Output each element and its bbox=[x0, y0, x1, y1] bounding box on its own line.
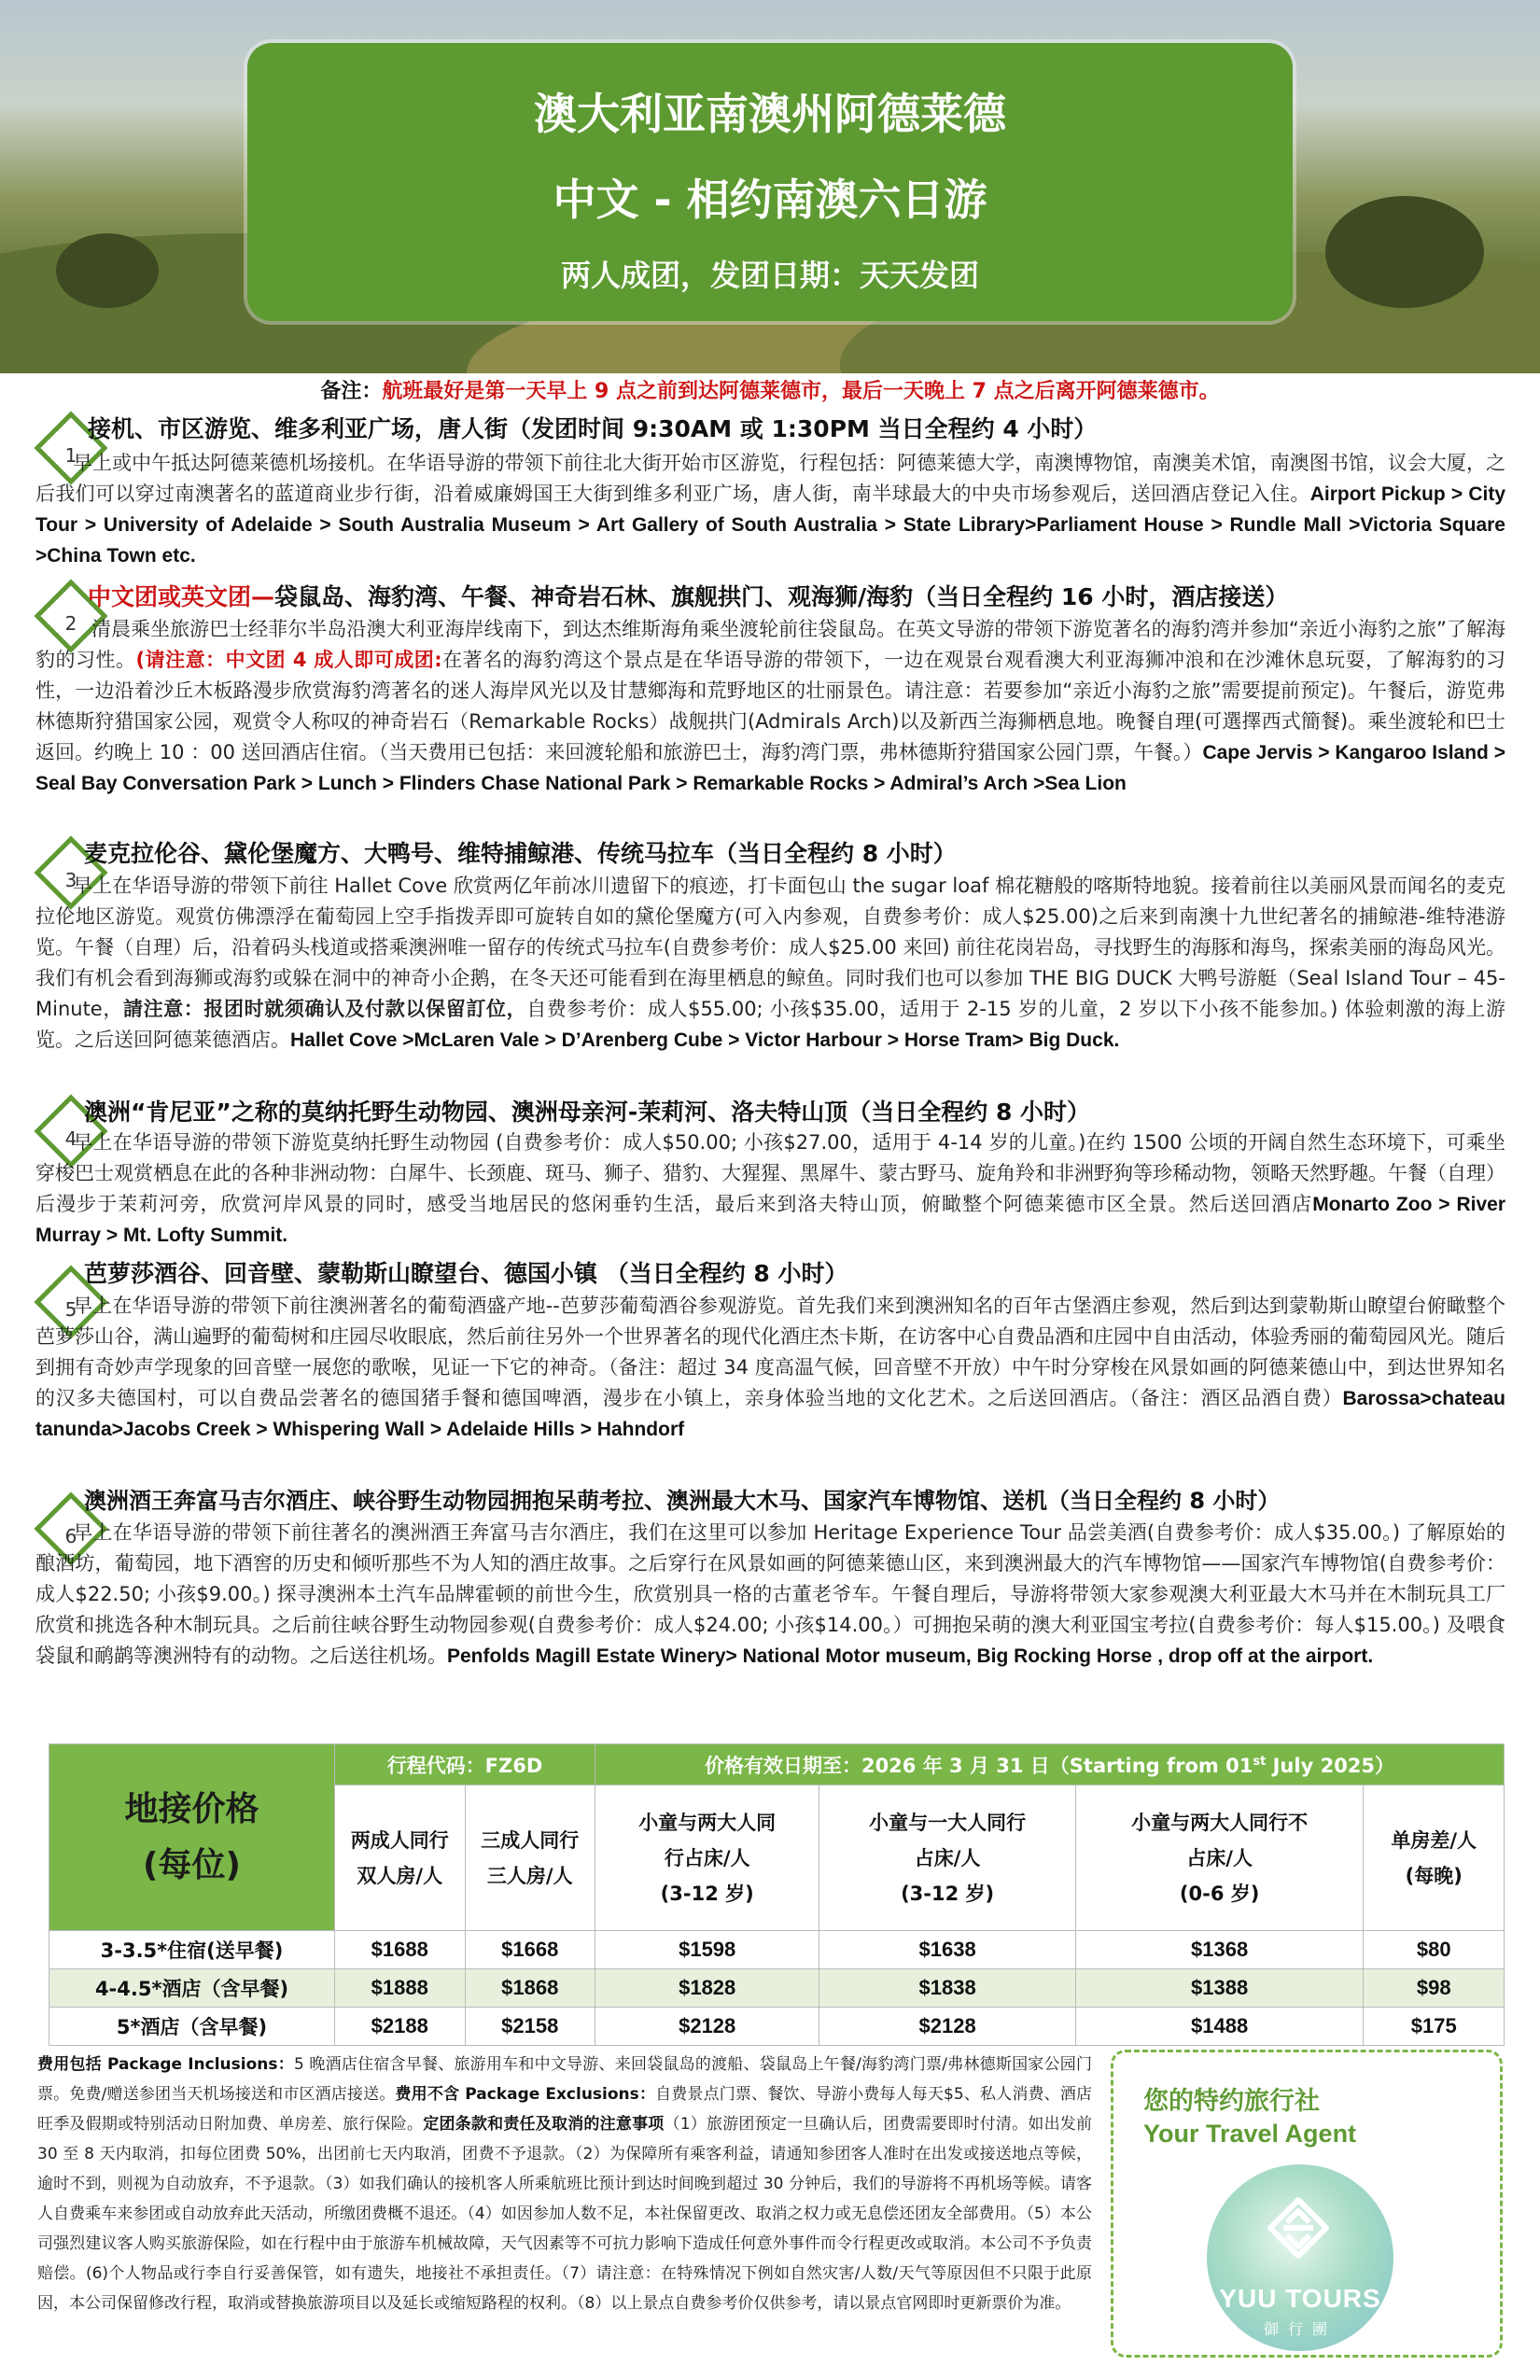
table-row bbox=[49, 1969, 1505, 2008]
tour-code: 行程代码：FZ6D bbox=[335, 1744, 595, 1785]
price-label-title: 地接价格 bbox=[124, 1789, 259, 1828]
logo-mark-icon bbox=[1261, 2194, 1336, 2269]
notice-text: 航班最好是第一天早上 9 点之前到达阿德莱德市，最后一天晚上 7 点之后离开阿德莱德市。 bbox=[382, 380, 1220, 403]
column-header bbox=[465, 1785, 595, 1931]
day-description bbox=[35, 1518, 1505, 1672]
day-description bbox=[35, 448, 1505, 571]
page-subtitle: 中文 - 相约南澳六日游 bbox=[553, 175, 987, 225]
day-title: 麦克拉伦谷、黛伦堡魔方、大鸭号、维特捕鲸港、传统马拉车（当日全程约 8 小时） bbox=[84, 840, 957, 867]
day-body: 早上或中午抵达阿德莱德机场接机。在华语导游的带领下前往北大街开始市区游览，行程包括：阿德莱德大学，南澳博物馆，南澳美术馆，南澳图书馆，议会大厦，之后我们可以穿过南澳著名的蓝道商业步行街，沿着威廉姆国王大街到维多利亚广场，唐人街，南半球最大的中央市场参观后，送回酒店登记入住。 bbox=[35, 452, 1505, 505]
price-cell: $1828 bbox=[595, 1969, 819, 2008]
day-route: Penfolds Magill Estate Winery> National Motor museum, Big Rocking Horse , drop off at the airport. bbox=[447, 1645, 1374, 1667]
validity-end: July 2025） bbox=[1266, 1754, 1395, 1777]
title-banner bbox=[247, 43, 1293, 321]
itinerary-day-2 bbox=[35, 579, 1505, 840]
exclusions-text: 自费景点门票、餐饮、导游小费每人每天$5、私人消费、酒店旺季及假期或特别活动日附加费、单房差、旅行保险。 bbox=[37, 2085, 1092, 2134]
terms-text: （1）旅游团预定一旦确认后，团费需要即时付清。如出发前 30 至 8 天内取消，扣每位团费 50%，出团前七天内取消，团费不予退款。（2）为保障所有乘客利益，请通知参团客人准时在出发或接送地点等候，逾时不到，则视为自动放弃，不予退款。（3）如我们确认的接机客人所乘航班比预计到达时间晚到超过 30 分钟后，我们的导游将不再机场等候。请客人自费乘车来参团或自动放弃此天活动，所缴团费概不退还。（4）如因参加人数不足，本社保留更改、取消之权力或无息偿还团友全部费用。（5）本公司强烈建议客人购买旅游保险，如在行程中由于旅游车机械故障，天气因素等不可抗力影响下造成任何意外事件而令行程更改或取消。本公司不予负责赔偿。(6)个人物品或行李自行妥善保管，如有遗失，地接社不承担责任。（7）请注意：在特殊情况下例如自然灾害/人数/天气等原因但不只限于此原因，本公司保留修改行程，取消或替换旅游项目以及延长或缩短路程的权利。（8）以上景点自费参考价仅供参考，请以景点官网即时更新票价为准。 bbox=[37, 2115, 1092, 2313]
price-cell: $1888 bbox=[335, 1969, 466, 2008]
price-cell: $2188 bbox=[335, 2008, 466, 2046]
column-header-line: 小童与两大人同 bbox=[638, 1811, 777, 1834]
day-title-text: 袋鼠岛、海豹湾、午餐、神奇岩石林、旗舰拱门、观海狮/海豹（当日全程约 16 小时，酒店接送） bbox=[274, 583, 1289, 610]
itinerary-day-4 bbox=[35, 1094, 1505, 1257]
flight-notice bbox=[0, 375, 1540, 404]
column-header bbox=[595, 1785, 819, 1931]
column-header-line: 占床/人 bbox=[1186, 1846, 1253, 1869]
column-header-line: 双人房/人 bbox=[357, 1864, 443, 1887]
column-header-line: (3-12 岁) bbox=[660, 1882, 754, 1905]
day-route: Barossa>chateau tanunda>Jacobs Creek > Whispering Wall > Adelaide Hills > Hahndorf bbox=[35, 1388, 1505, 1440]
price-cell: $1688 bbox=[335, 1931, 466, 1969]
price-cell: $2158 bbox=[465, 2008, 595, 2046]
terms-and-conditions bbox=[37, 2050, 1092, 2318]
column-header-line: (3-12 岁) bbox=[901, 1882, 995, 1905]
column-header-line: 单房差/人 bbox=[1391, 1828, 1477, 1852]
price-cell: $1838 bbox=[819, 1969, 1075, 2008]
page-title: 澳大利亚南澳州阿德莱德 bbox=[534, 89, 1006, 139]
price-cell: $98 bbox=[1364, 1969, 1505, 2008]
day-number: 3 bbox=[64, 869, 77, 891]
column-header-line: 三人房/人 bbox=[486, 1864, 573, 1887]
day-title: 澳洲酒王奔富马吉尔酒庄、峡谷野生动物园拥抱呆萌考拉、澳洲最大木马、国家汽车博物馆、送机（当日全程约 8 小时） bbox=[84, 1488, 1281, 1514]
agent-title-cn: 您的特约旅行社 bbox=[1143, 2087, 1320, 2116]
row-label: 4-4.5*酒店（含早餐) bbox=[49, 1969, 335, 2008]
header-landscape bbox=[0, 0, 1540, 373]
day-body: 早上在华语导游的带领下前往 Hallet Cove 欣赏两亿年前冰川遗留下的痕迹，打卡面包山 the sugar loaf 棉花糖般的喀斯特地貌。接着前往以美丽风景而闻名的麦克拉伦地区游览。观赏仿佛漂浮在葡萄园上空手指拨弄即可旋转自如的黛伦堡魔方(可入内参观，自费参考价：成人$25.00)之后来到南澳十九世纪著名的捕鲸港-维特港游览。午餐（自理）后，沿着码头栈道或搭乘澳洲唯一留存的传统式马拉车(自费参考价：成人$25.00 来回) 前往花岗岩岛，寻找野生的海豚和海鸟，探索美丽的海岛风光。我们有机会看到海狮或海豹或躲在洞中的神奇小企鹅，在冬天还可能看到在海里栖息的鲸鱼。同时我们也可以参加 THE BIG DUCK 大鸭号游艇（Seal Island Tour – 45-Minute， bbox=[35, 875, 1505, 1020]
tree bbox=[56, 233, 159, 308]
travel-agent-box bbox=[1111, 2050, 1503, 2358]
day-route: Monarto Zoo > River Murray > Mt. Lofty Summit. bbox=[35, 1194, 1505, 1246]
price-cell: $80 bbox=[1364, 1931, 1505, 1969]
logo-name-cn: 御行團 bbox=[1263, 2320, 1337, 2338]
notice-label: 备注： bbox=[320, 380, 383, 403]
day-title: 接机、市区游览、维多利亚广场，唐人街（发团时间 9:30AM 或 1:30PM 当日全程约 4 小时） bbox=[88, 415, 1098, 442]
inclusions-label: 费用包括 Package Inclusions： bbox=[37, 2055, 294, 2074]
column-header bbox=[1364, 1785, 1505, 1931]
column-header bbox=[1075, 1785, 1364, 1931]
inclusions-text: 5 晚酒店住宿含早餐、旅游用车和中文导游、来回袋鼠岛的渡船、袋鼠岛上午餐/海豹湾门票/弗林德斯国家公园门票。免费/赠送参团当天机场接送和市区酒店接送。 bbox=[37, 2055, 1092, 2104]
price-table bbox=[49, 1743, 1505, 2046]
itinerary-day-5 bbox=[35, 1255, 1505, 1489]
itinerary-day-6 bbox=[35, 1482, 1505, 1715]
price-cell: $1488 bbox=[1075, 2008, 1364, 2046]
day-number: 5 bbox=[64, 1298, 77, 1321]
column-header-line: 小童与一大人同行 bbox=[869, 1811, 1027, 1834]
day-description bbox=[35, 871, 1505, 1056]
day-description bbox=[35, 614, 1505, 799]
price-validity bbox=[595, 1744, 1505, 1785]
exclusions-label: 费用不含 Package Exclusions： bbox=[395, 2085, 656, 2104]
column-header-line: 占床/人 bbox=[914, 1846, 981, 1869]
day-title: 芭萝莎酒谷、回音壁、蒙勒斯山瞭望台、德国小镇 （当日全程约 8 小时） bbox=[84, 1260, 848, 1287]
day-title-group: 中文团或英文团— bbox=[88, 583, 275, 610]
table-row bbox=[49, 2008, 1505, 2046]
column-header-line: 小童与两大人同行不 bbox=[1131, 1811, 1309, 1834]
price-label-unit: (每位) bbox=[143, 1845, 241, 1884]
day-number: 2 bbox=[64, 612, 77, 635]
column-header bbox=[819, 1785, 1075, 1931]
price-cell: $2128 bbox=[595, 2008, 819, 2046]
tree bbox=[1325, 196, 1484, 308]
day-description bbox=[35, 1291, 1505, 1445]
day-body: 早上在华语导游的带领下游览莫纳托野生动物园 (自费参考价：成人$50.00; 小孩$27.00，适用于 4-14 岁的儿童。)在约 1500 公顷的开阔自然生态环境下，可乘坐穿梭巴士观赏栖息在此的各种非洲动物：白犀牛、长颈鹿、斑马、狮子、猎豹、大猩猩、黑犀牛、蒙古野马、旋角羚和非洲野狗等珍稀动物，领略天然野趣。午餐（自理）后漫步于茉莉河旁，欣赏河岸风景的同时，感受当地居民的悠闲垂钓生活，最后来到洛夫特山顶，俯瞰整个阿德莱德市区全景。然后送回酒店 bbox=[35, 1131, 1505, 1215]
price-cell: $1868 bbox=[465, 1969, 595, 2008]
price-table-label bbox=[49, 1744, 335, 1931]
departure-info: 两人成团，发团日期：天天发团 bbox=[560, 258, 979, 293]
row-label: 3-3.5*住宿(送早餐) bbox=[49, 1931, 335, 1969]
column-header bbox=[335, 1785, 466, 1931]
yuu-tours-logo bbox=[1207, 2164, 1393, 2351]
table-row bbox=[49, 1931, 1505, 1969]
price-cell: $1368 bbox=[1075, 1931, 1364, 1969]
logo-name: YUU TOURS bbox=[1219, 2284, 1381, 2313]
price-cell: $175 bbox=[1364, 2008, 1505, 2046]
price-cell: $1598 bbox=[595, 1931, 819, 1969]
day-body-alert: (请注意：中文团 4 成人即可成团: bbox=[135, 649, 442, 671]
validity-sup: st bbox=[1253, 1754, 1267, 1769]
agent-title-en: Your Travel Agent bbox=[1143, 2120, 1357, 2148]
itinerary-day-3 bbox=[35, 835, 1505, 1092]
day-body-alert: 請注意：报团时就须确认及付款以保留訂位， bbox=[122, 998, 527, 1020]
day-number: 4 bbox=[64, 1127, 77, 1150]
column-header-line: 两成人同行 bbox=[350, 1828, 449, 1852]
day-title bbox=[88, 579, 1288, 612]
terms-label: 定团条款和责任及取消的注意事项 bbox=[423, 2115, 665, 2134]
price-cell: $1638 bbox=[819, 1931, 1075, 1969]
itinerary-day-1 bbox=[35, 411, 1505, 569]
column-header-line: (0-6 岁) bbox=[1179, 1882, 1260, 1905]
validity-text: 价格有效日期至：2026 年 3 月 31 日（Starting from 01 bbox=[704, 1754, 1253, 1777]
day-route: Hallet Cove >McLaren Vale > D’Arenberg Cube > Victor Harbour > Horse Tram> Big Duck. bbox=[290, 1029, 1120, 1051]
column-header-line: (每晚) bbox=[1405, 1864, 1463, 1887]
price-cell: $1388 bbox=[1075, 1969, 1364, 2008]
price-cell: $2128 bbox=[819, 2008, 1075, 2046]
day-title: 澳洲“肯尼亚”之称的莫纳托野生动物园、澳洲母亲河-茉莉河、洛夫特山顶（当日全程约 8 小时） bbox=[84, 1099, 1091, 1126]
column-header-line: 行占床/人 bbox=[664, 1846, 750, 1869]
price-cell: $1668 bbox=[465, 1931, 595, 1969]
day-route: Cape Jervis > Kangaroo Island > Seal Bay Conversation Park > Lunch > Flinders Chase National Park > Remarkable Rocks > Admiral’s Arch >Sea Lion bbox=[35, 742, 1505, 794]
day-route: Airport Pickup > City Tour > University of Adelaide > South Australia Museum > Art Gallery of South Australia > State Library>Parliament House > Rundle Mall >Victoria Square >China Town etc. bbox=[35, 483, 1505, 567]
day-body: 早上在华语导游的带领下前往澳洲著名的葡萄酒盛产地--芭萝莎葡萄酒谷参观游览。首先我们来到澳洲知名的百年古堡酒庄参观，然后到达到蒙勒斯山瞭望台俯瞰整个芭萝莎山谷，满山遍野的葡萄树和庄园尽收眼底，然后前往另外一个世界著名的现代化酒庄杰卡斯，在访客中心自费品酒和庄园中自由活动，体验秀丽的葡萄园风光。随后到拥有奇妙声学现象的回音壁一展您的歌喉，见证一下它的神奇。（备注：超过 34 度高温气候，回音壁不开放）中午时分穿梭在风景如画的阿德莱德山中，到达世界知名的汉多夫德国村，可以自费品尝著名的德国猪手餐和德国啤酒，漫步在小镇上，亲身体验当地的文化艺术。之后送回酒店。（备注：酒区品酒自费） bbox=[35, 1295, 1505, 1409]
day-description bbox=[35, 1127, 1505, 1251]
day-number: 1 bbox=[64, 444, 77, 467]
row-label: 5*酒店（含早餐) bbox=[49, 2008, 335, 2046]
column-header-line: 三成人同行 bbox=[481, 1828, 580, 1852]
day-body: 自费参考价：成人$55.00; 小孩$35.00，适用于 2-15 岁的儿童，2 岁以下小孩不能参加。) 体验刺激的海上游览。之后送回阿德莱德酒店。 bbox=[35, 998, 1505, 1051]
day-body: 清晨乘坐旅游巴士经菲尔半岛沿澳大利亚海岸线南下，到达杰维斯海角乘坐渡轮前往袋鼠岛。在英文导游的带领下游览著名的海豹湾并参加“亲近小海豹之旅”了解海豹的习性。 bbox=[35, 618, 1505, 671]
day-body: 在著名的海豹湾这个景点是在华语导游的带领下，一边在观景台观看澳大利亚海狮冲浪和在沙滩休息玩耍，了解海豹的习性，一边沿着沙丘木板路漫步欣赏海豹湾著名的迷人海岸风光以及甘慧鄉海和荒野地区的壮丽景色。请注意：若要参加“亲近小海豹之旅”需要提前预定)。午餐后，游览弗林德斯狩猎国家公园，观赏令人称叹的神奇岩石（Remarkable Rocks）战舰拱门(Admirals Arch)以及新西兰海狮栖息地。晚餐自理(可選擇西式簡餐)。乘坐渡轮和巴士返回。约晚上 10 ：00 送回酒店住宿。（当天费用已包括：来回渡轮船和旅游巴士，海豹湾门票，弗林德斯狩猎国家公园门票，午餐。） bbox=[35, 649, 1505, 763]
day-number: 6 bbox=[64, 1525, 77, 1547]
day-body: 早上在华语导游的带领下前往著名的澳洲酒王奔富马吉尔酒庄，我们在这里可以参加 Heritage Experience Tour 品尝美酒(自费参考价：成人$35.00。) 了解原始的酿酒坊，葡萄园，地下酒窖的历史和倾听那些不为人知的酒庄故事。之后穿行在风景如画的阿德莱德山区，来到澳洲最大的汽车博物馆——国家汽车博物馆(自费参考价：成人$22.50; 小孩$9.00。) 探寻澳洲本土汽车品牌霍顿的前世今生，欣赏别具一格的古董老爷车。午餐自理后，导游将带领大家参观澳大利亚最大木马并在木制玩具工厂欣赏和挑选各种木制玩具。之后前往峡谷野生动物园参观(自费参考价：成人$24.00; 小孩$14.00。）可拥抱呆萌的澳大利亚国宝考拉(自费参考价：每人$15.00。) 及喂食袋鼠和鸸鹋等澳洲特有的动物。之后送往机场。 bbox=[35, 1521, 1505, 1667]
